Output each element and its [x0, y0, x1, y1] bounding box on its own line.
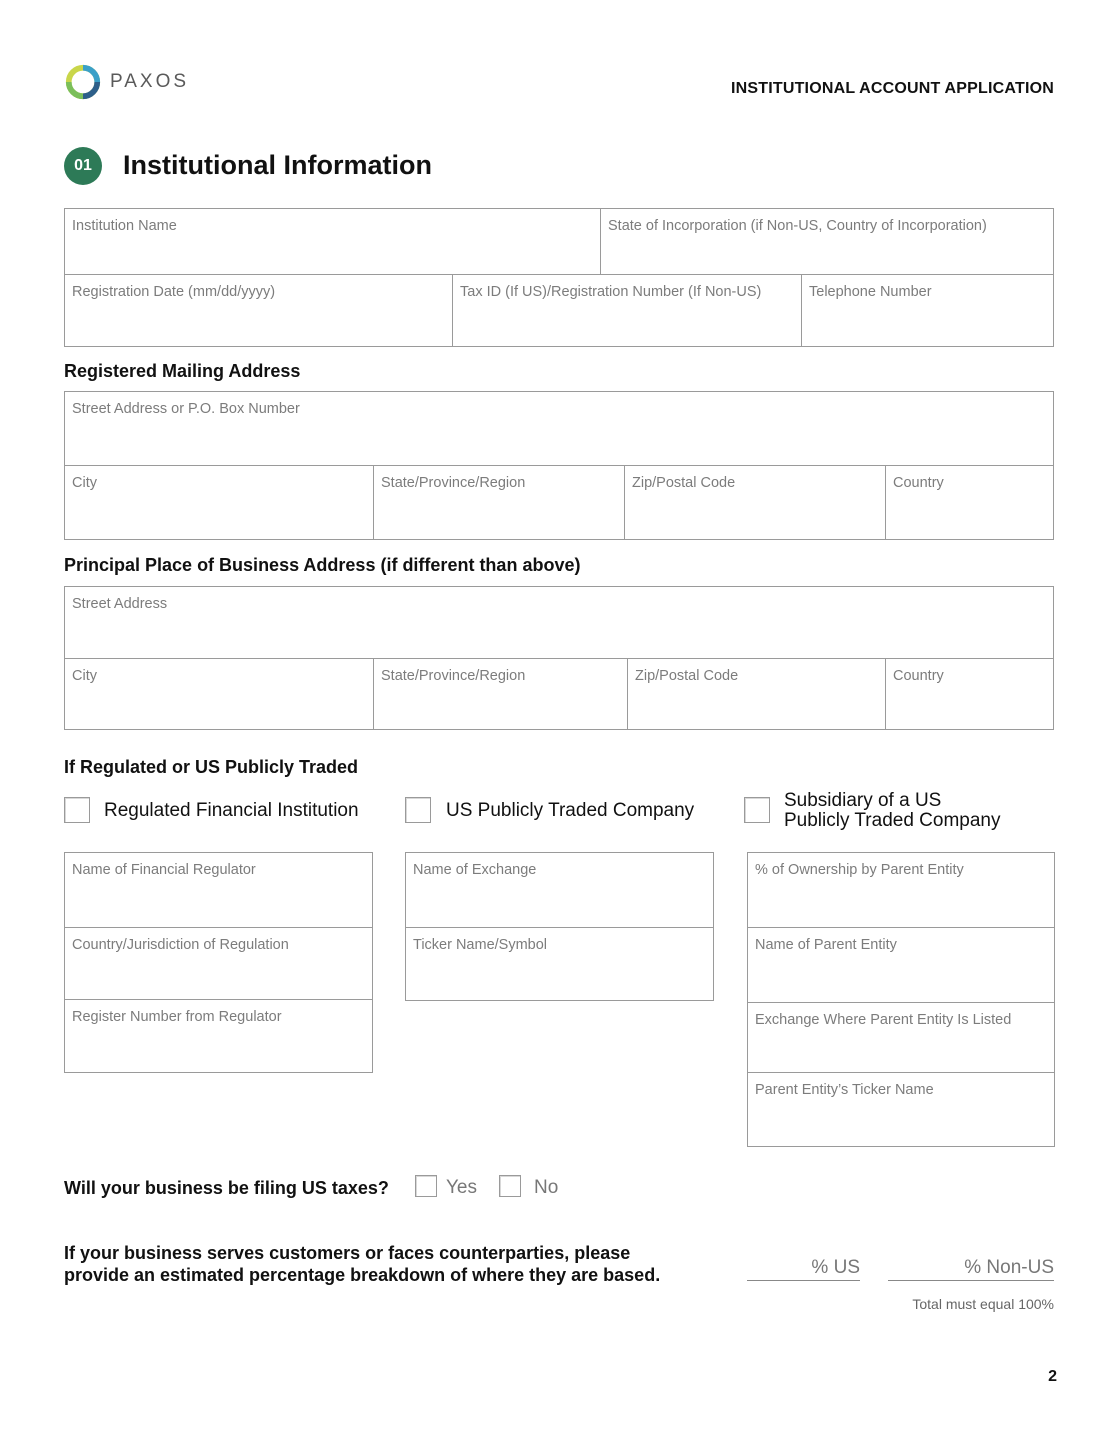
percent-non-us-field[interactable]: % Non-US: [888, 1257, 1054, 1281]
mailing-street-field[interactable]: [65, 392, 1053, 465]
parent-name-field[interactable]: [748, 927, 1054, 1002]
ticker-field[interactable]: [406, 927, 713, 1000]
business-zip-field[interactable]: [627, 659, 885, 729]
percent-us-field[interactable]: % US: [747, 1257, 860, 1281]
subsidiary-fields-box: [747, 852, 1055, 1147]
mailing-address-grid: [64, 391, 1054, 540]
registration-date-field[interactable]: [65, 275, 452, 346]
public-fields-box: [405, 852, 714, 1001]
regulated-option-label: Regulated Financial Institution: [104, 800, 359, 821]
business-city-label: City: [72, 668, 97, 684]
mailing-zip-label: Zip/Postal Code: [632, 475, 736, 491]
tax-id-field[interactable]: [452, 275, 801, 346]
page-number: 2: [1048, 1368, 1057, 1385]
parent-exchange-field[interactable]: [748, 1002, 1054, 1072]
public-company-checkbox[interactable]: [405, 797, 431, 823]
business-state-field[interactable]: [373, 659, 627, 729]
breakdown-question: [64, 1242, 660, 1286]
jurisdiction-field[interactable]: [65, 927, 372, 999]
mailing-country-label: Country: [893, 475, 944, 491]
business-address-heading: Principal Place of Business Address (if different than above): [64, 555, 581, 575]
regulator-name-label: Name of Financial Regulator: [72, 862, 256, 878]
mailing-zip-field[interactable]: [624, 466, 885, 539]
mailing-state-field[interactable]: [373, 466, 624, 539]
taxes-no-label: No: [534, 1177, 559, 1198]
institution-name-field[interactable]: [65, 209, 600, 274]
exchange-name-label: Name of Exchange: [413, 862, 537, 878]
jurisdiction-label: Country/Jurisdiction of Regulation: [72, 937, 289, 953]
mailing-city-field[interactable]: [65, 466, 373, 539]
ownership-label: % of Ownership by Parent Entity: [755, 862, 964, 878]
parent-name-label: Name of Parent Entity: [755, 937, 897, 953]
telephone-label: Telephone Number: [809, 284, 932, 300]
state-of-incorporation-label: State of Incorporation (if Non-US, Country of Incorporation): [608, 218, 987, 234]
business-city-field[interactable]: [65, 659, 373, 729]
taxes-no-checkbox[interactable]: [499, 1175, 521, 1197]
business-zip-label: Zip/Postal Code: [635, 668, 739, 684]
business-street-label: Street Address: [72, 596, 168, 612]
business-country-label: Country: [893, 668, 944, 684]
tax-id-label: Tax ID (If US)/Registration Number (If Non-US): [460, 284, 762, 300]
parent-ticker-label: Parent Entity’s Ticker Name: [755, 1082, 934, 1098]
business-state-label: State/Province/Region: [381, 668, 526, 684]
taxes-yes-checkbox[interactable]: [415, 1175, 437, 1197]
business-address-grid: [64, 586, 1054, 730]
section-title: Institutional Information: [123, 150, 432, 180]
section-number-badge: 01: [64, 147, 102, 185]
parent-exchange-label: Exchange Where Parent Entity Is Listed: [755, 1012, 1012, 1028]
paxos-logo: [64, 64, 189, 100]
parent-ticker-field[interactable]: [748, 1072, 1054, 1146]
telephone-field[interactable]: [801, 275, 1053, 346]
taxes-yes-label: Yes: [446, 1177, 477, 1198]
register-number-label: Register Number from Regulator: [72, 1009, 282, 1025]
subsidiary-label-line1: Subsidiary of a US: [784, 790, 942, 811]
institution-fields-grid: [64, 208, 1054, 347]
breakdown-question-line1: If your business serves customers or faces counterparties, please: [64, 1243, 631, 1263]
logo-text: PAXOS: [110, 71, 190, 92]
exchange-name-field[interactable]: [406, 853, 713, 927]
document-title: INSTITUTIONAL ACCOUNT APPLICATION: [730, 80, 1054, 97]
ownership-field[interactable]: [748, 853, 1054, 927]
register-number-field[interactable]: [65, 999, 372, 1072]
ticker-label: Ticker Name/Symbol: [413, 937, 548, 953]
regulated-heading: If Regulated or US Publicly Traded: [64, 757, 359, 777]
us-taxes-question: Will your business be filing US taxes?: [64, 1178, 389, 1198]
business-country-field[interactable]: [885, 659, 1053, 729]
breakdown-question-line2: provide an estimated percentage breakdown of where they are based.: [64, 1265, 661, 1285]
mailing-street-label: Street Address or P.O. Box Number: [72, 401, 300, 417]
mailing-country-field[interactable]: [885, 466, 1053, 539]
registration-date-label: Registration Date (mm/dd/yyyy): [72, 284, 276, 300]
regulated-fields-box: [64, 852, 373, 1073]
institution-name-label: Institution Name: [72, 218, 177, 234]
state-of-incorporation-field[interactable]: [600, 209, 1053, 274]
public-company-option-label: US Publicly Traded Company: [446, 800, 695, 821]
business-street-field[interactable]: [65, 587, 1053, 658]
total-note: Total must equal 100%: [912, 1296, 1054, 1312]
regulated-checkbox[interactable]: [64, 797, 90, 823]
mailing-address-heading: Registered Mailing Address: [64, 361, 301, 381]
regulator-name-field[interactable]: [65, 853, 372, 927]
mailing-state-label: State/Province/Region: [381, 475, 526, 491]
mailing-city-label: City: [72, 475, 97, 491]
subsidiary-option-label: [784, 791, 1001, 831]
subsidiary-checkbox[interactable]: [744, 797, 770, 823]
subsidiary-label-line2: Publicly Traded Company: [784, 810, 1001, 831]
paxos-logo-icon: [64, 63, 102, 101]
